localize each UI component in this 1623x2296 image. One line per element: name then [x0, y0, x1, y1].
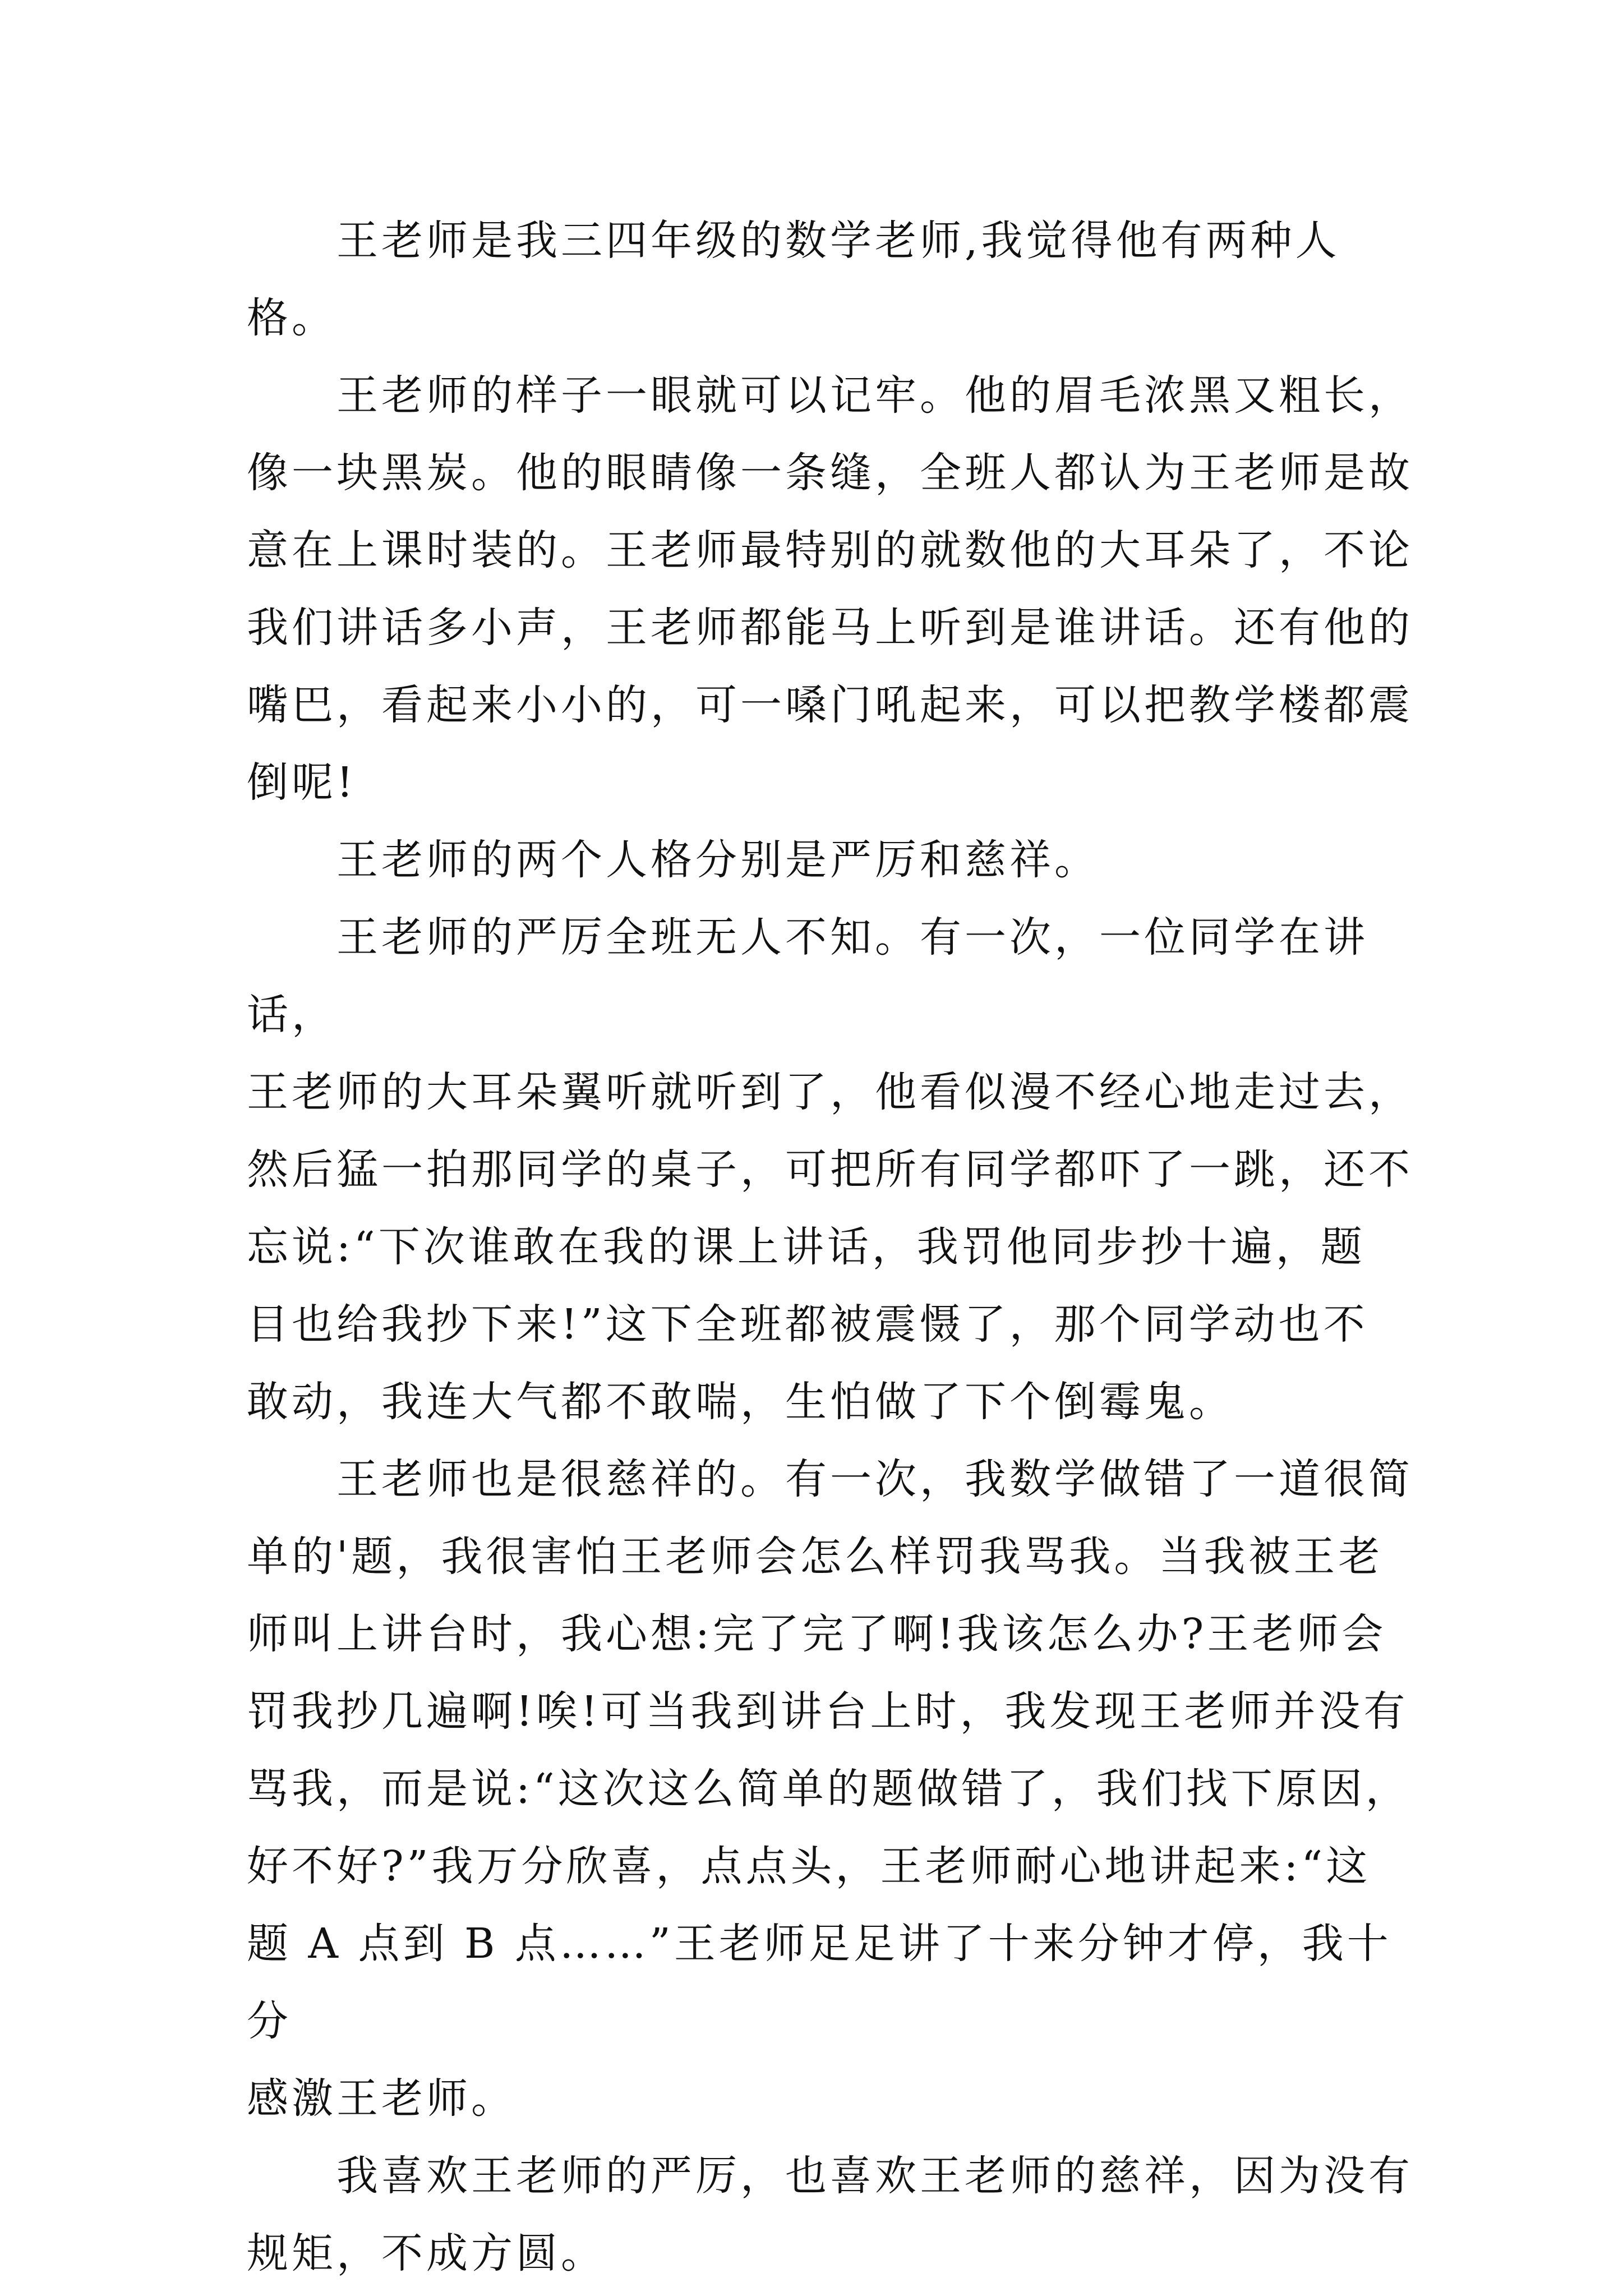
- paragraph-two-personalities: 王老师的两个人格分别是严厉和慈祥。: [336, 836, 1099, 884]
- paragraph-kind: 王老师也是很慈祥的。有一次，我数学做错了一道很简 单的'题，我很害怕王老师会怎么样罚我骂我。当我被王老 师叫上讲台时，我心想:完了完了啊!我该怎么办?王老师会 罚我抄几遍啊!唉!可当我到讲台上时，我发现王老师并没有 骂我，而是说:“这次这么简单的题做错了，我们找下原因， 好不好?”我万分欣喜，点点头，王老师耐心地讲起来:“这 题 A 点到 B 点……”王老师足足讲了十来分钟才停，我十分 感激王老师。: [247, 1455, 1413, 2123]
- paragraph-conclusion: 我喜欢王老师的严厉，也喜欢王老师的慈祥，因为没有 规矩，不成方圆。: [247, 2152, 1413, 2277]
- essay-body: [247, 202, 1413, 2292]
- paragraph-intro: 王老师是我三四年级的数学老师,我觉得他有两种人格。: [247, 217, 1340, 342]
- paragraph-appearance: 王老师的样子一眼就可以记牢。他的眉毛浓黑又粗长， 像一块黑炭。他的眼睛像一条缝，全班人都认为王老师是故 意在上课时装的。王老师最特别的就数他的大耳朵了，不论 我们讲话多小声，王老师都能马上听到是谁讲话。还有他的 嘴巴，看起来小小的，可一嗓门吼起来，可以把教学楼都震 倒呢!: [247, 371, 1413, 807]
- paragraph-strict: 王老师的严厉全班无人不知。有一次，一位同学在讲话， 王老师的大耳朵翼听就听到了，他看似漫不经心地走过去， 然后猛一拍那同学的桌子，可把所有同学都吓了一跳，还不 忘说:“下次谁敢在我的课上讲话，我罚他同步抄十遍，题 目也给我抄下来!”这下全班都被震慑了，那个同学动也不 敢动，我连大气都不敢喘，生怕做了下个倒霉鬼。: [247, 913, 1413, 1426]
